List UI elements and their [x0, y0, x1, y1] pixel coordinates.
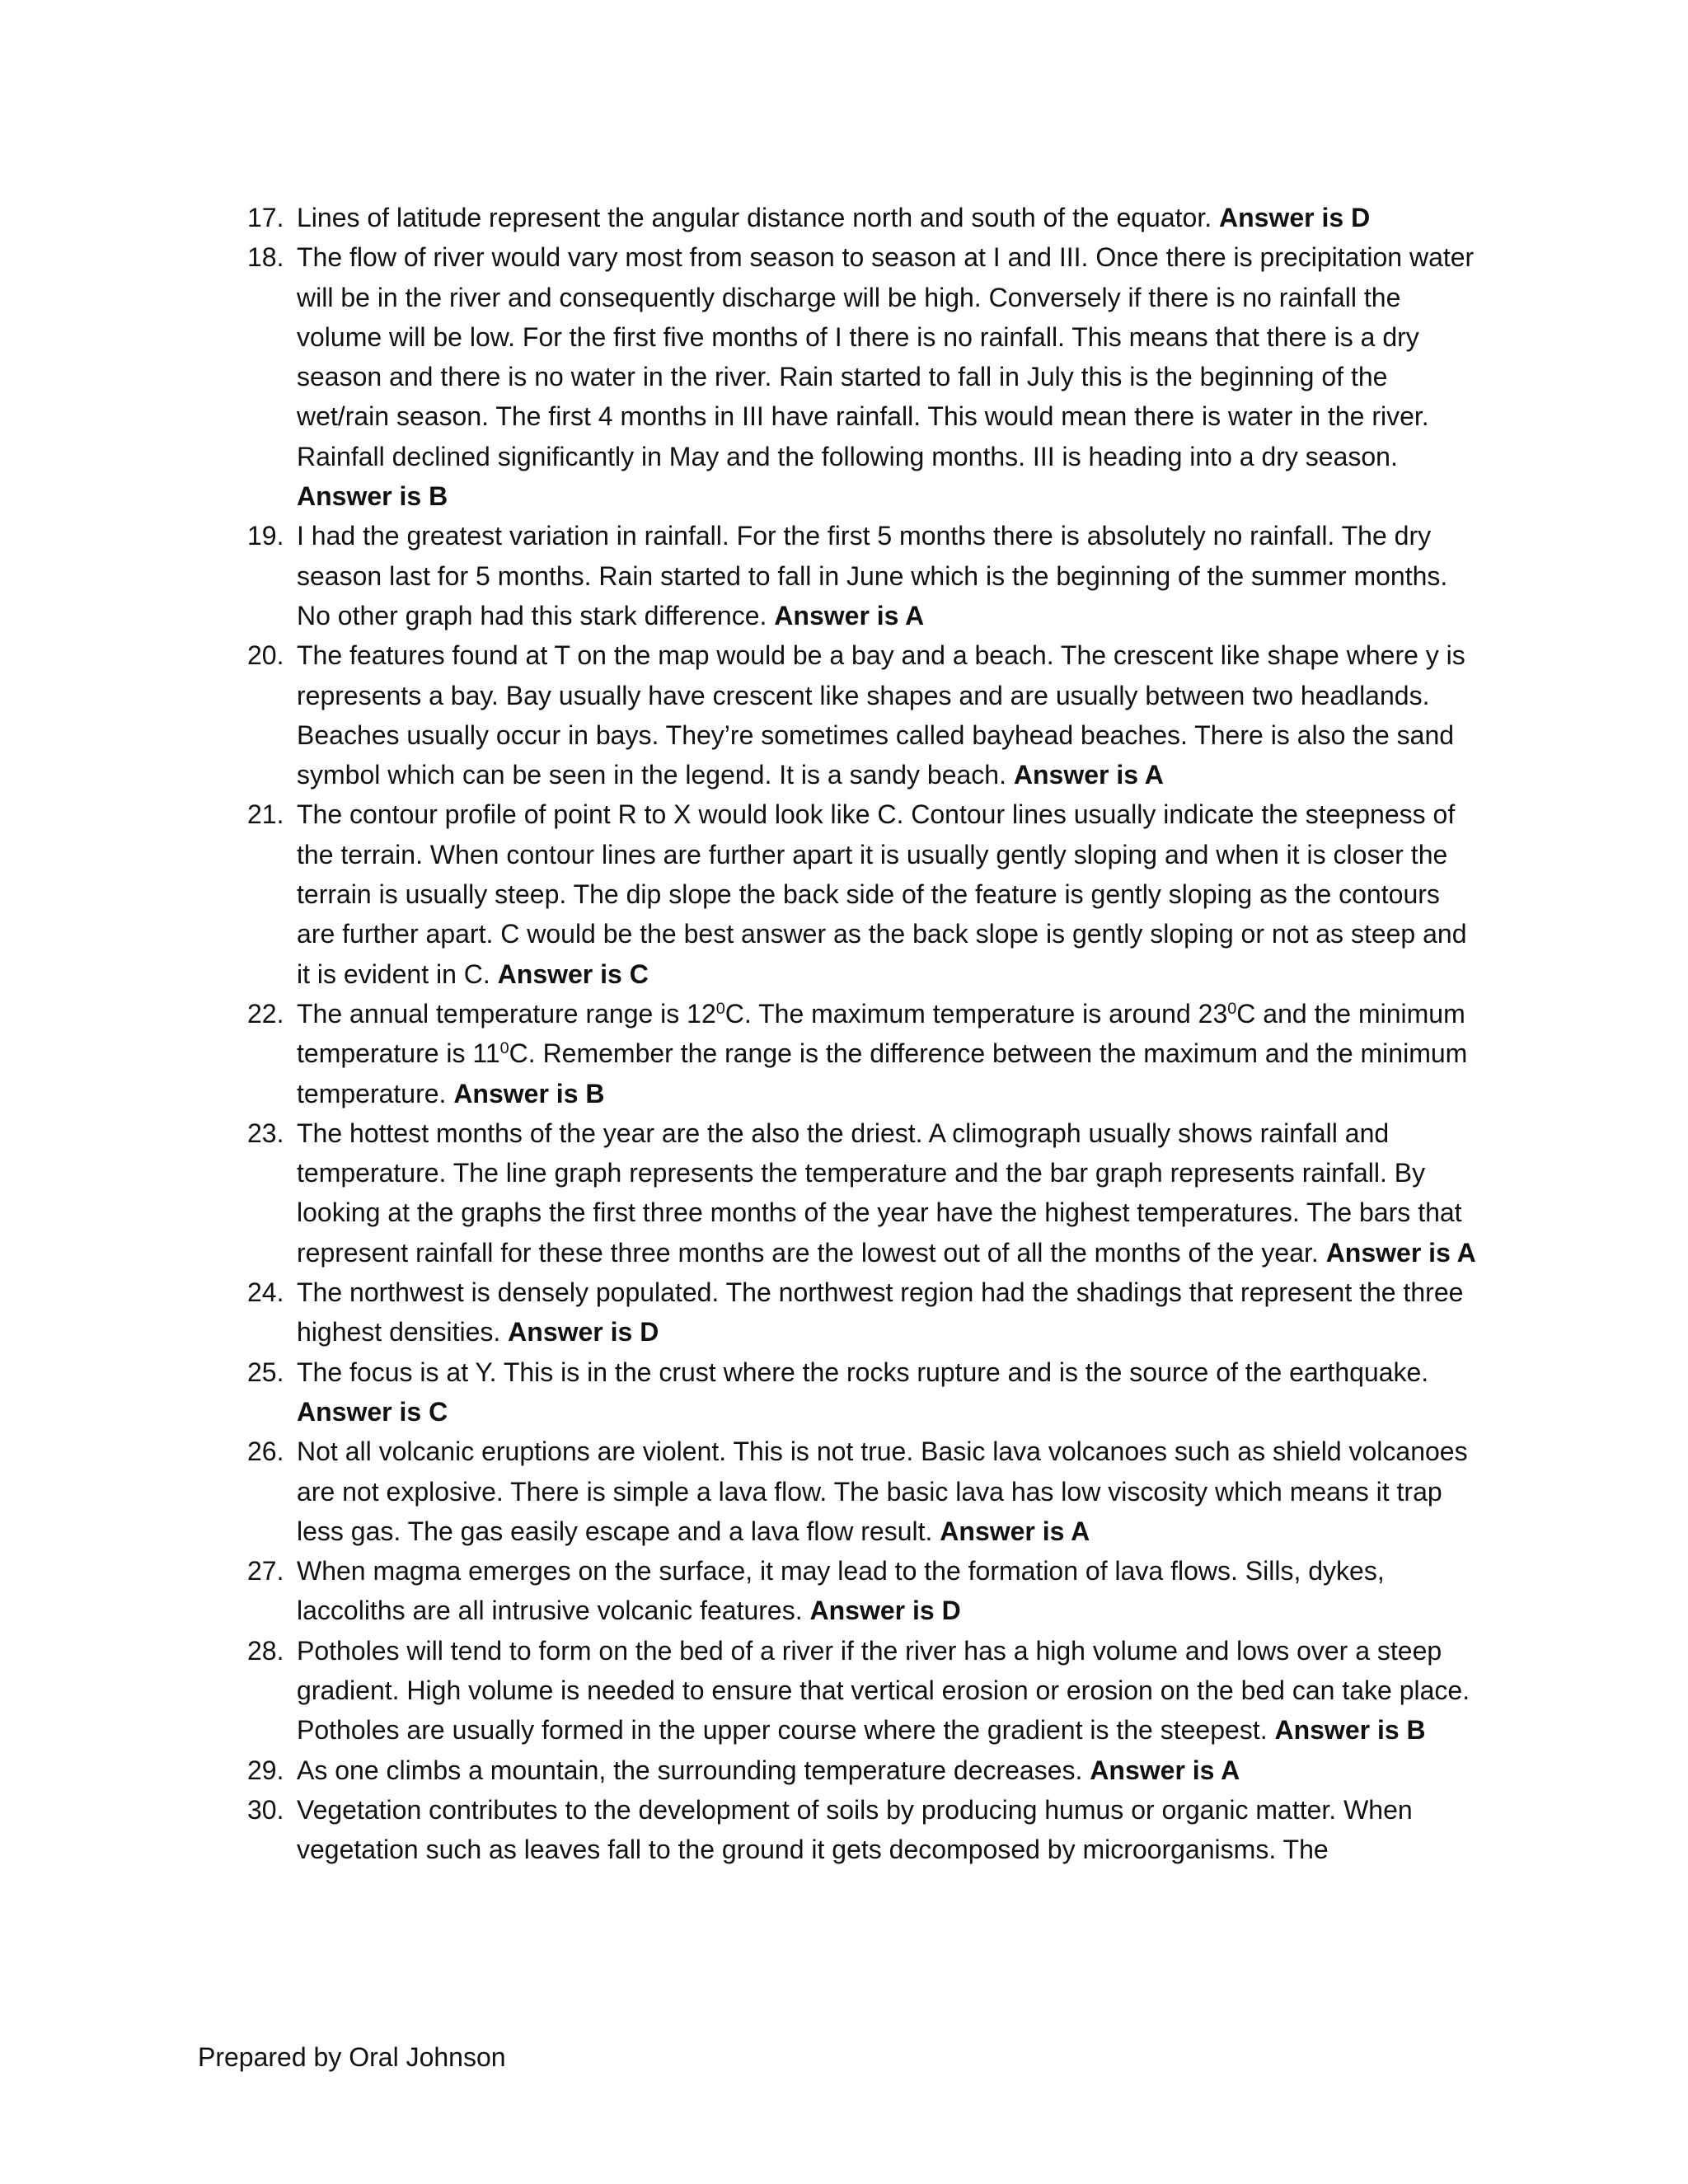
answer-label: Answer is A	[940, 1516, 1090, 1546]
explanation-text: Not all volcanic eruptions are violent. This is not true. Basic lava volcanoes such as shield volcanoes are not explosive. There is simple a lava flow. The basic lava has low viscosity which means it trap less gas. The gas easily escape and a lava flow result.	[297, 1436, 1468, 1546]
answer-item-22	[247, 994, 1485, 1113]
item-text	[297, 1352, 1485, 1432]
answer-item-26	[247, 1432, 1485, 1551]
answer-label: Answer is B	[1274, 1715, 1426, 1746]
item-number: 30.	[247, 1794, 284, 1825]
item-number: 22.	[247, 998, 284, 1029]
item-text	[297, 1750, 1485, 1790]
explanation-text: The hottest months of the year are the also the driest. A climograph usually shows rainfall and temperature. The line graph represents the temperature and the bar graph represents rainfall. By looking at the graphs the first three months of the year have the highest temperatures. The bars that represent rainfall for these three months are the lowest out of all the months of the year.	[297, 1118, 1462, 1268]
item-text	[297, 994, 1485, 1113]
item-number: 24.	[247, 1277, 284, 1308]
explanation-text: The flow of river would vary most from season to season at I and III. Once there is precipitation water will be in the river and consequently discharge will be high. Conversely if there is no rainfall the volume will be low. For the first five months of I there is no rainfall. This means that there is a dry season and there is no water in the river. Rain started to fall in July this is the beginning of the wet/rain season. The first 4 months in III have rainfall. This would mean there is water in the river. Rainfall declined significantly in May and the following months. III is heading into a dry season.	[297, 242, 1475, 471]
explanation-text: The annual temperature range is 12	[297, 998, 716, 1029]
item-number: 23.	[247, 1118, 284, 1148]
explanation-text: Lines of latitude represent the angular distance north and south of the equator.	[297, 203, 1219, 232]
answer-label: Answer is D	[809, 1596, 961, 1626]
answer-item-25	[247, 1352, 1485, 1432]
answer-item-28	[247, 1631, 1485, 1750]
explanation-text: The features found at T on the map would be a bay and a beach. The crescent like shape where y is represents a bay. Bay usually have crescent like shapes and are usually between two headlands. Beaches usually occur in bays. They’re sometimes called bayhead beaches. There is also the sand symbol which can be seen in the legend. It is a sandy beach.	[297, 640, 1465, 790]
item-text	[297, 1272, 1485, 1352]
answer-item-18	[247, 237, 1485, 516]
answer-item-17	[247, 198, 1485, 237]
explanation-text: I had the greatest variation in rainfall. For the first 5 months there is absolutely no rainfall. The dry season last for 5 months. Rain started to fall in June which is the beginning of the summer months. No other graph had this stark difference.	[297, 521, 1448, 630]
item-text	[297, 1790, 1485, 1870]
answer-label: Answer is A	[1325, 1237, 1476, 1268]
explanation-text: As one climbs a mountain, the surrounding temperature decreases.	[297, 1755, 1090, 1785]
item-number: 20.	[247, 640, 284, 671]
item-number: 19.	[247, 521, 284, 551]
answer-item-21	[247, 794, 1485, 993]
item-text	[297, 198, 1485, 237]
item-number: 17.	[247, 203, 284, 232]
footer-author: Prepared by Oral Johnson	[198, 2042, 506, 2072]
item-text	[297, 1432, 1485, 1551]
explanation-text: C. The maximum temperature is around 23	[724, 998, 1228, 1029]
answer-label: Answer is D	[508, 1317, 659, 1347]
item-text	[297, 1113, 1485, 1272]
degree-superscript: 0	[715, 1000, 725, 1019]
explanation-text: The northwest is densely populated. The northwest region had the shadings that represent the three highest densities.	[297, 1277, 1464, 1347]
explanation-text: When magma emerges on the surface, it may lead to the formation of lava flows. Sills, dykes, laccoliths are all intrusive volcanic features.	[297, 1556, 1385, 1626]
explanation-text: The contour profile of point R to X would look like C. Contour lines usually indicate the steepness of the terrain. When contour lines are further apart it is usually gently sloping and when it is closer the terrain is usually steep. The dip slope the back side of the feature is gently sloping as the contours are further apart. C would be the best answer as the back slope is gently sloping or not as steep and it is evident in C.	[297, 799, 1467, 989]
explanation-text: Potholes will tend to form on the bed of a river if the river has a high volume and lows over a steep gradient. High volume is needed to ensure that vertical erosion or erosion on the bed can take place. Potholes are usually formed in the upper course where the gradient is the steepest.	[297, 1635, 1470, 1746]
explanation-text: The focus is at Y. This is in the crust where the rocks rupture and is the source of the earthquake.	[297, 1357, 1429, 1387]
degree-superscript: 0	[1227, 1000, 1237, 1019]
answer-item-29	[247, 1750, 1485, 1790]
item-number: 29.	[247, 1755, 284, 1785]
item-number: 26.	[247, 1436, 284, 1467]
answer-list	[247, 198, 1485, 1869]
answer-label: Answer is A	[774, 600, 925, 630]
explanation-text: C. Remember the range is the difference between the maximum and the minimum temperature.	[297, 1038, 1468, 1108]
explanation-text: C and the minimum temperature is 11	[297, 998, 1465, 1069]
item-text	[297, 635, 1485, 794]
answer-item-20	[247, 635, 1485, 794]
answer-item-27	[247, 1551, 1485, 1631]
item-number: 27.	[247, 1556, 284, 1586]
answer-label: Answer is C	[297, 1396, 448, 1427]
answer-item-23	[247, 1113, 1485, 1272]
answer-label: Answer is D	[1219, 203, 1371, 232]
answer-item-24	[247, 1272, 1485, 1352]
item-text	[297, 516, 1485, 635]
item-text	[297, 794, 1485, 993]
item-number: 18.	[247, 242, 284, 273]
answer-item-19	[247, 516, 1485, 635]
item-number: 28.	[247, 1635, 284, 1666]
answer-label: Answer is A	[1013, 760, 1164, 790]
degree-superscript: 0	[499, 1039, 509, 1058]
answer-item-30	[247, 1790, 1485, 1870]
answer-label: Answer is C	[497, 958, 649, 989]
answer-label: Answer is B	[297, 481, 448, 512]
answer-label: Answer is A	[1090, 1755, 1240, 1785]
item-text	[297, 237, 1485, 516]
explanation-text: Vegetation contributes to the development of soils by producing humus or organic matter. When vegetation such as leaves fall to the ground it gets decomposed by microorganisms. The	[297, 1794, 1413, 1865]
item-text	[297, 1551, 1485, 1631]
item-number: 25.	[247, 1357, 284, 1387]
answer-label: Answer is B	[453, 1078, 605, 1108]
item-number: 21.	[247, 799, 284, 830]
item-text	[297, 1631, 1485, 1750]
